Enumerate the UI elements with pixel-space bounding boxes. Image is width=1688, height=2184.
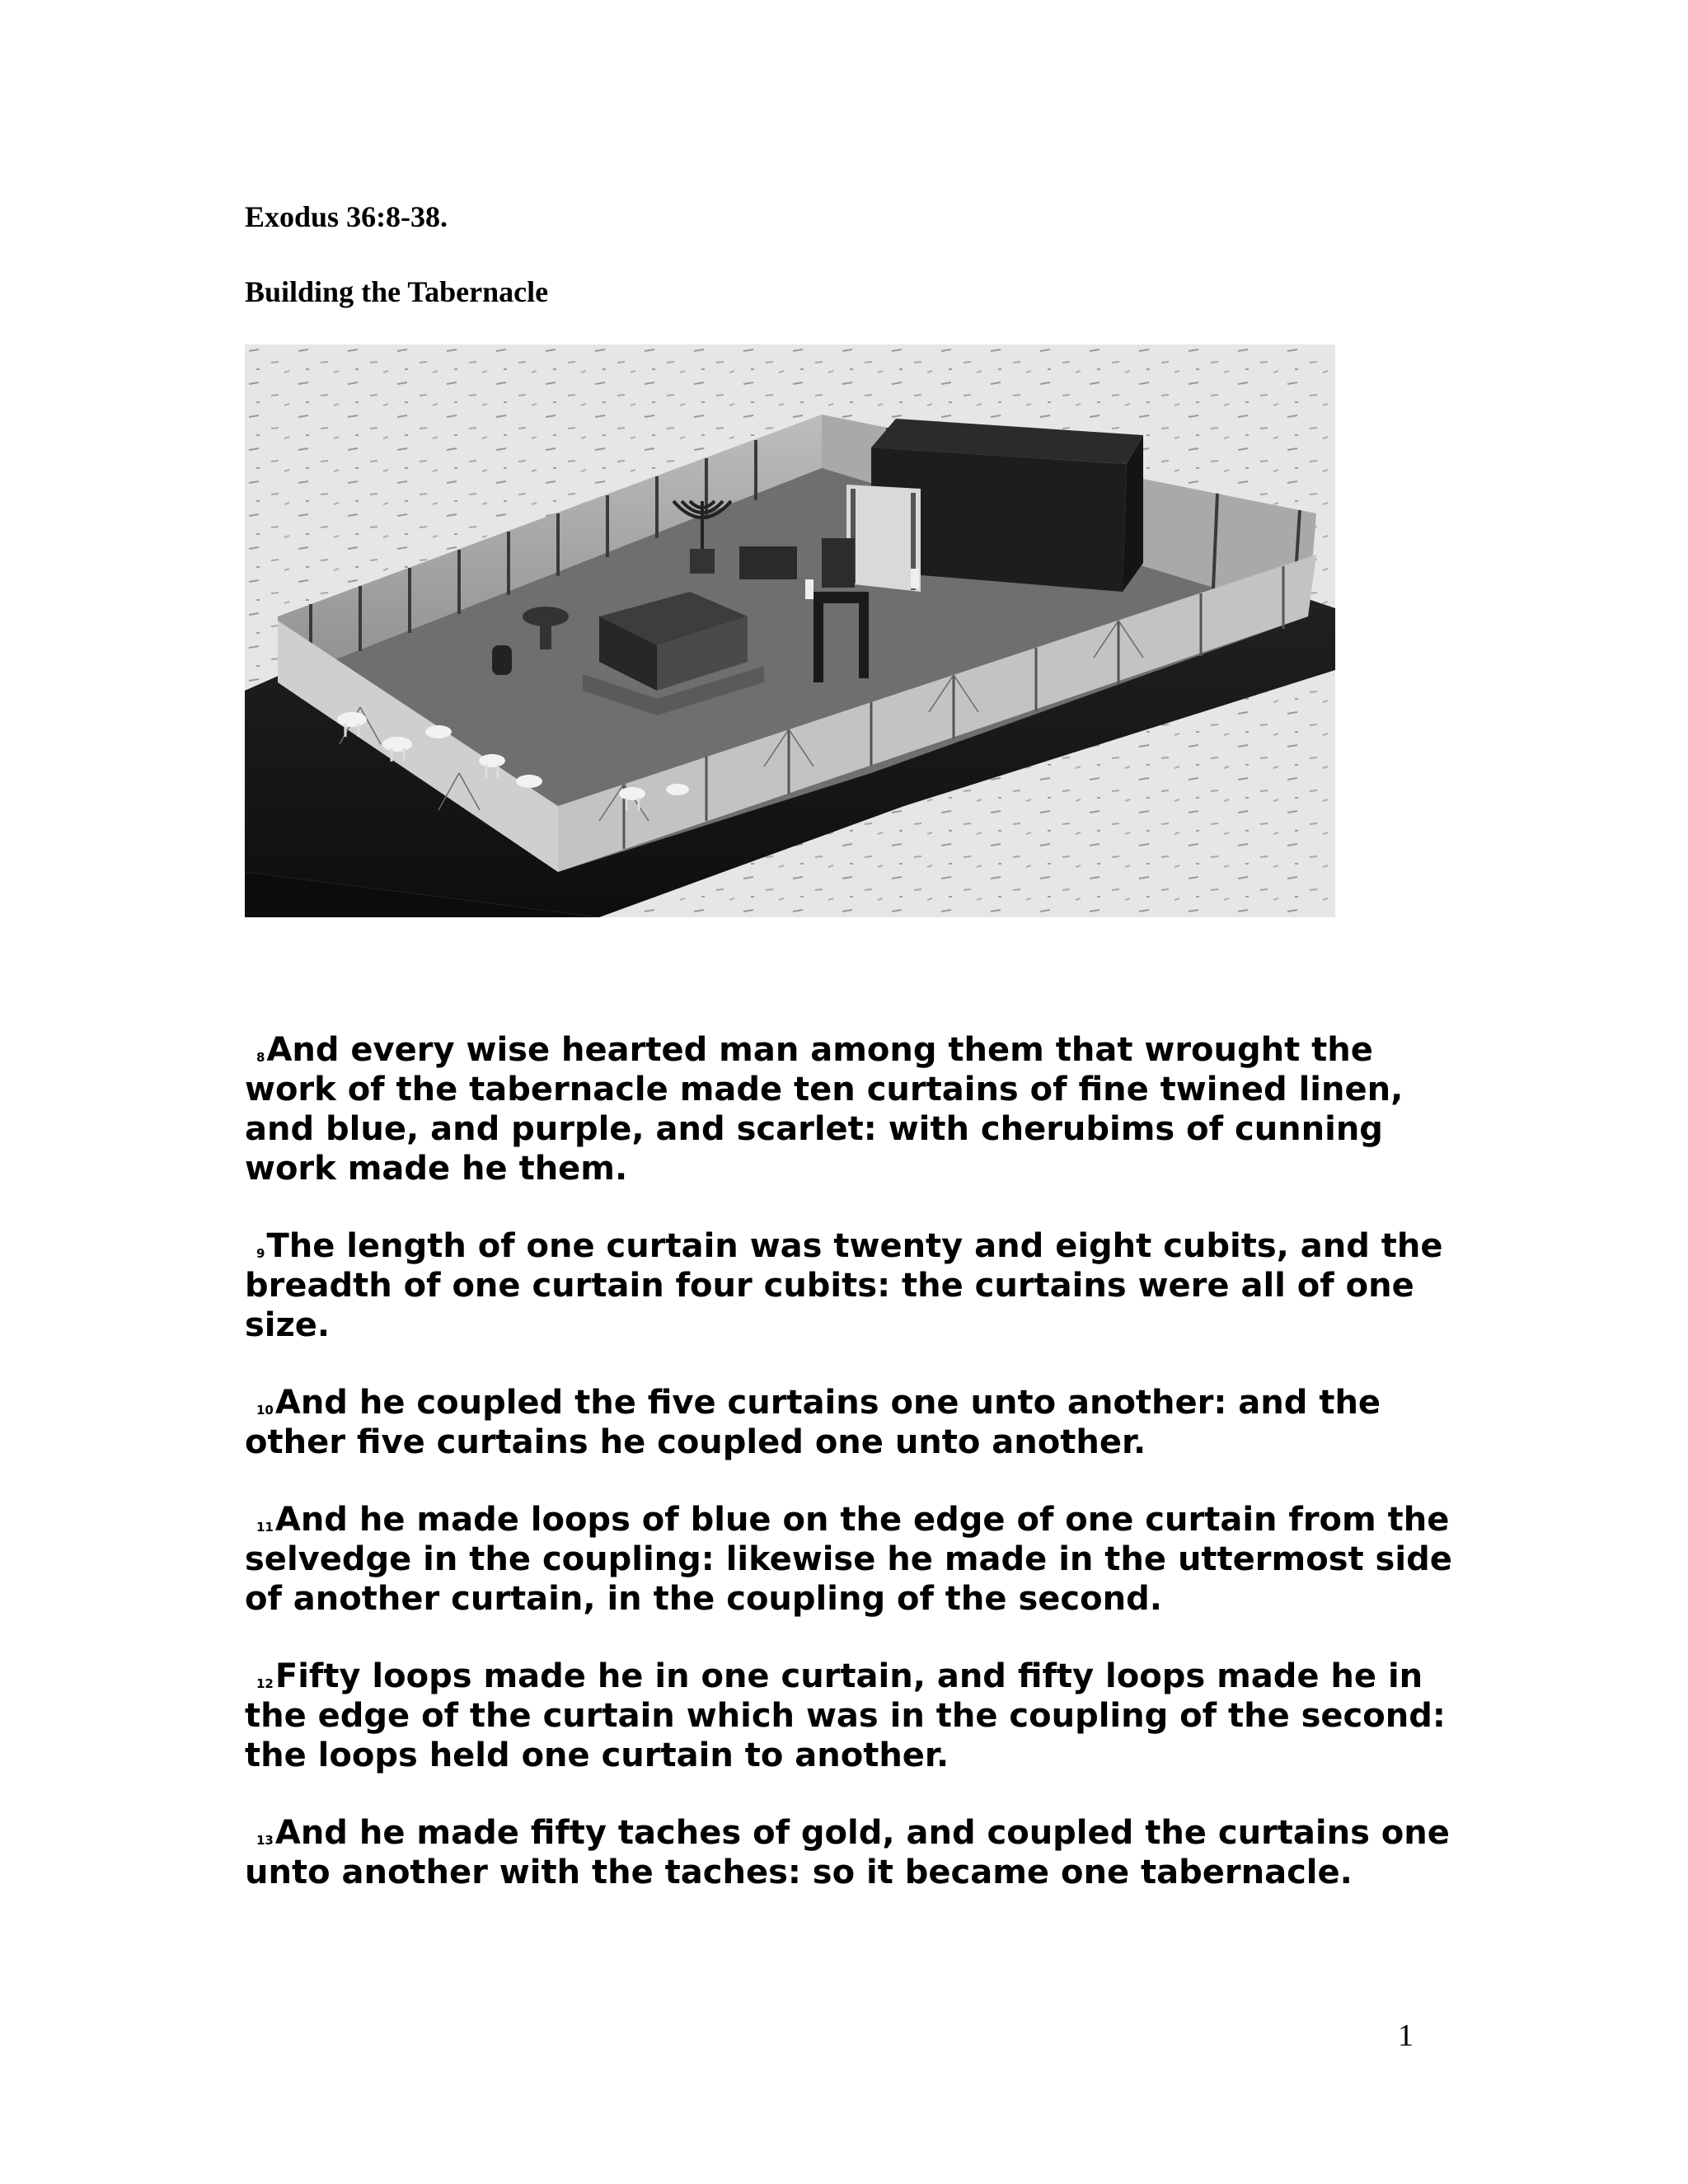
verse-9 <box>245 1226 1456 1345</box>
verse-10 <box>245 1383 1456 1462</box>
verse-text: Fifty loops made he in one curtain, and fifty loops made he in the edge of the curtain which was in the coupling of the second: the loops held one curtain to another. <box>245 1657 1446 1774</box>
verse-text: And he coupled the five curtains one unto another: and the other five curtains he coupled one unto another. <box>245 1384 1381 1461</box>
tabernacle-photo <box>245 344 1335 917</box>
verse-11 <box>245 1500 1456 1619</box>
page-number: 1 <box>1398 2018 1414 2053</box>
verse-text: And he made fifty taches of gold, and coupled the curtains one unto another with the taches: so it became one tabernacle. <box>245 1814 1450 1891</box>
verse-12 <box>245 1657 1456 1775</box>
verse-8 <box>245 1030 1456 1188</box>
verse-text: And every wise hearted man among them that wrought the work of the tabernacle made ten curtains of fine twined linen, and blue, and purple, and scarlet: with cherubims of cunning work made he them. <box>245 1031 1404 1188</box>
verse-number: 11 <box>256 1520 274 1535</box>
verse-number: 10 <box>256 1403 274 1418</box>
verse-list <box>245 1030 1456 1930</box>
verse-13 <box>245 1813 1456 1892</box>
verse-text: And he made loops of blue on the edge of one curtain from the selvedge in the coupling: likewise he made in the uttermost side of another curtain, in the coupling of the second. <box>245 1501 1452 1618</box>
scripture-reference: Exodus 36:8-38. <box>245 200 448 233</box>
verse-number: 13 <box>256 1833 274 1848</box>
verse-number: 9 <box>256 1246 265 1261</box>
section-heading: Building the Tabernacle <box>245 275 549 308</box>
verse-text: The length of one curtain was twenty and eight cubits, and the breadth of one curtain four cubits: the curtains were all of one size. <box>245 1227 1443 1344</box>
verse-number: 12 <box>256 1676 274 1691</box>
verse-number: 8 <box>256 1050 265 1065</box>
